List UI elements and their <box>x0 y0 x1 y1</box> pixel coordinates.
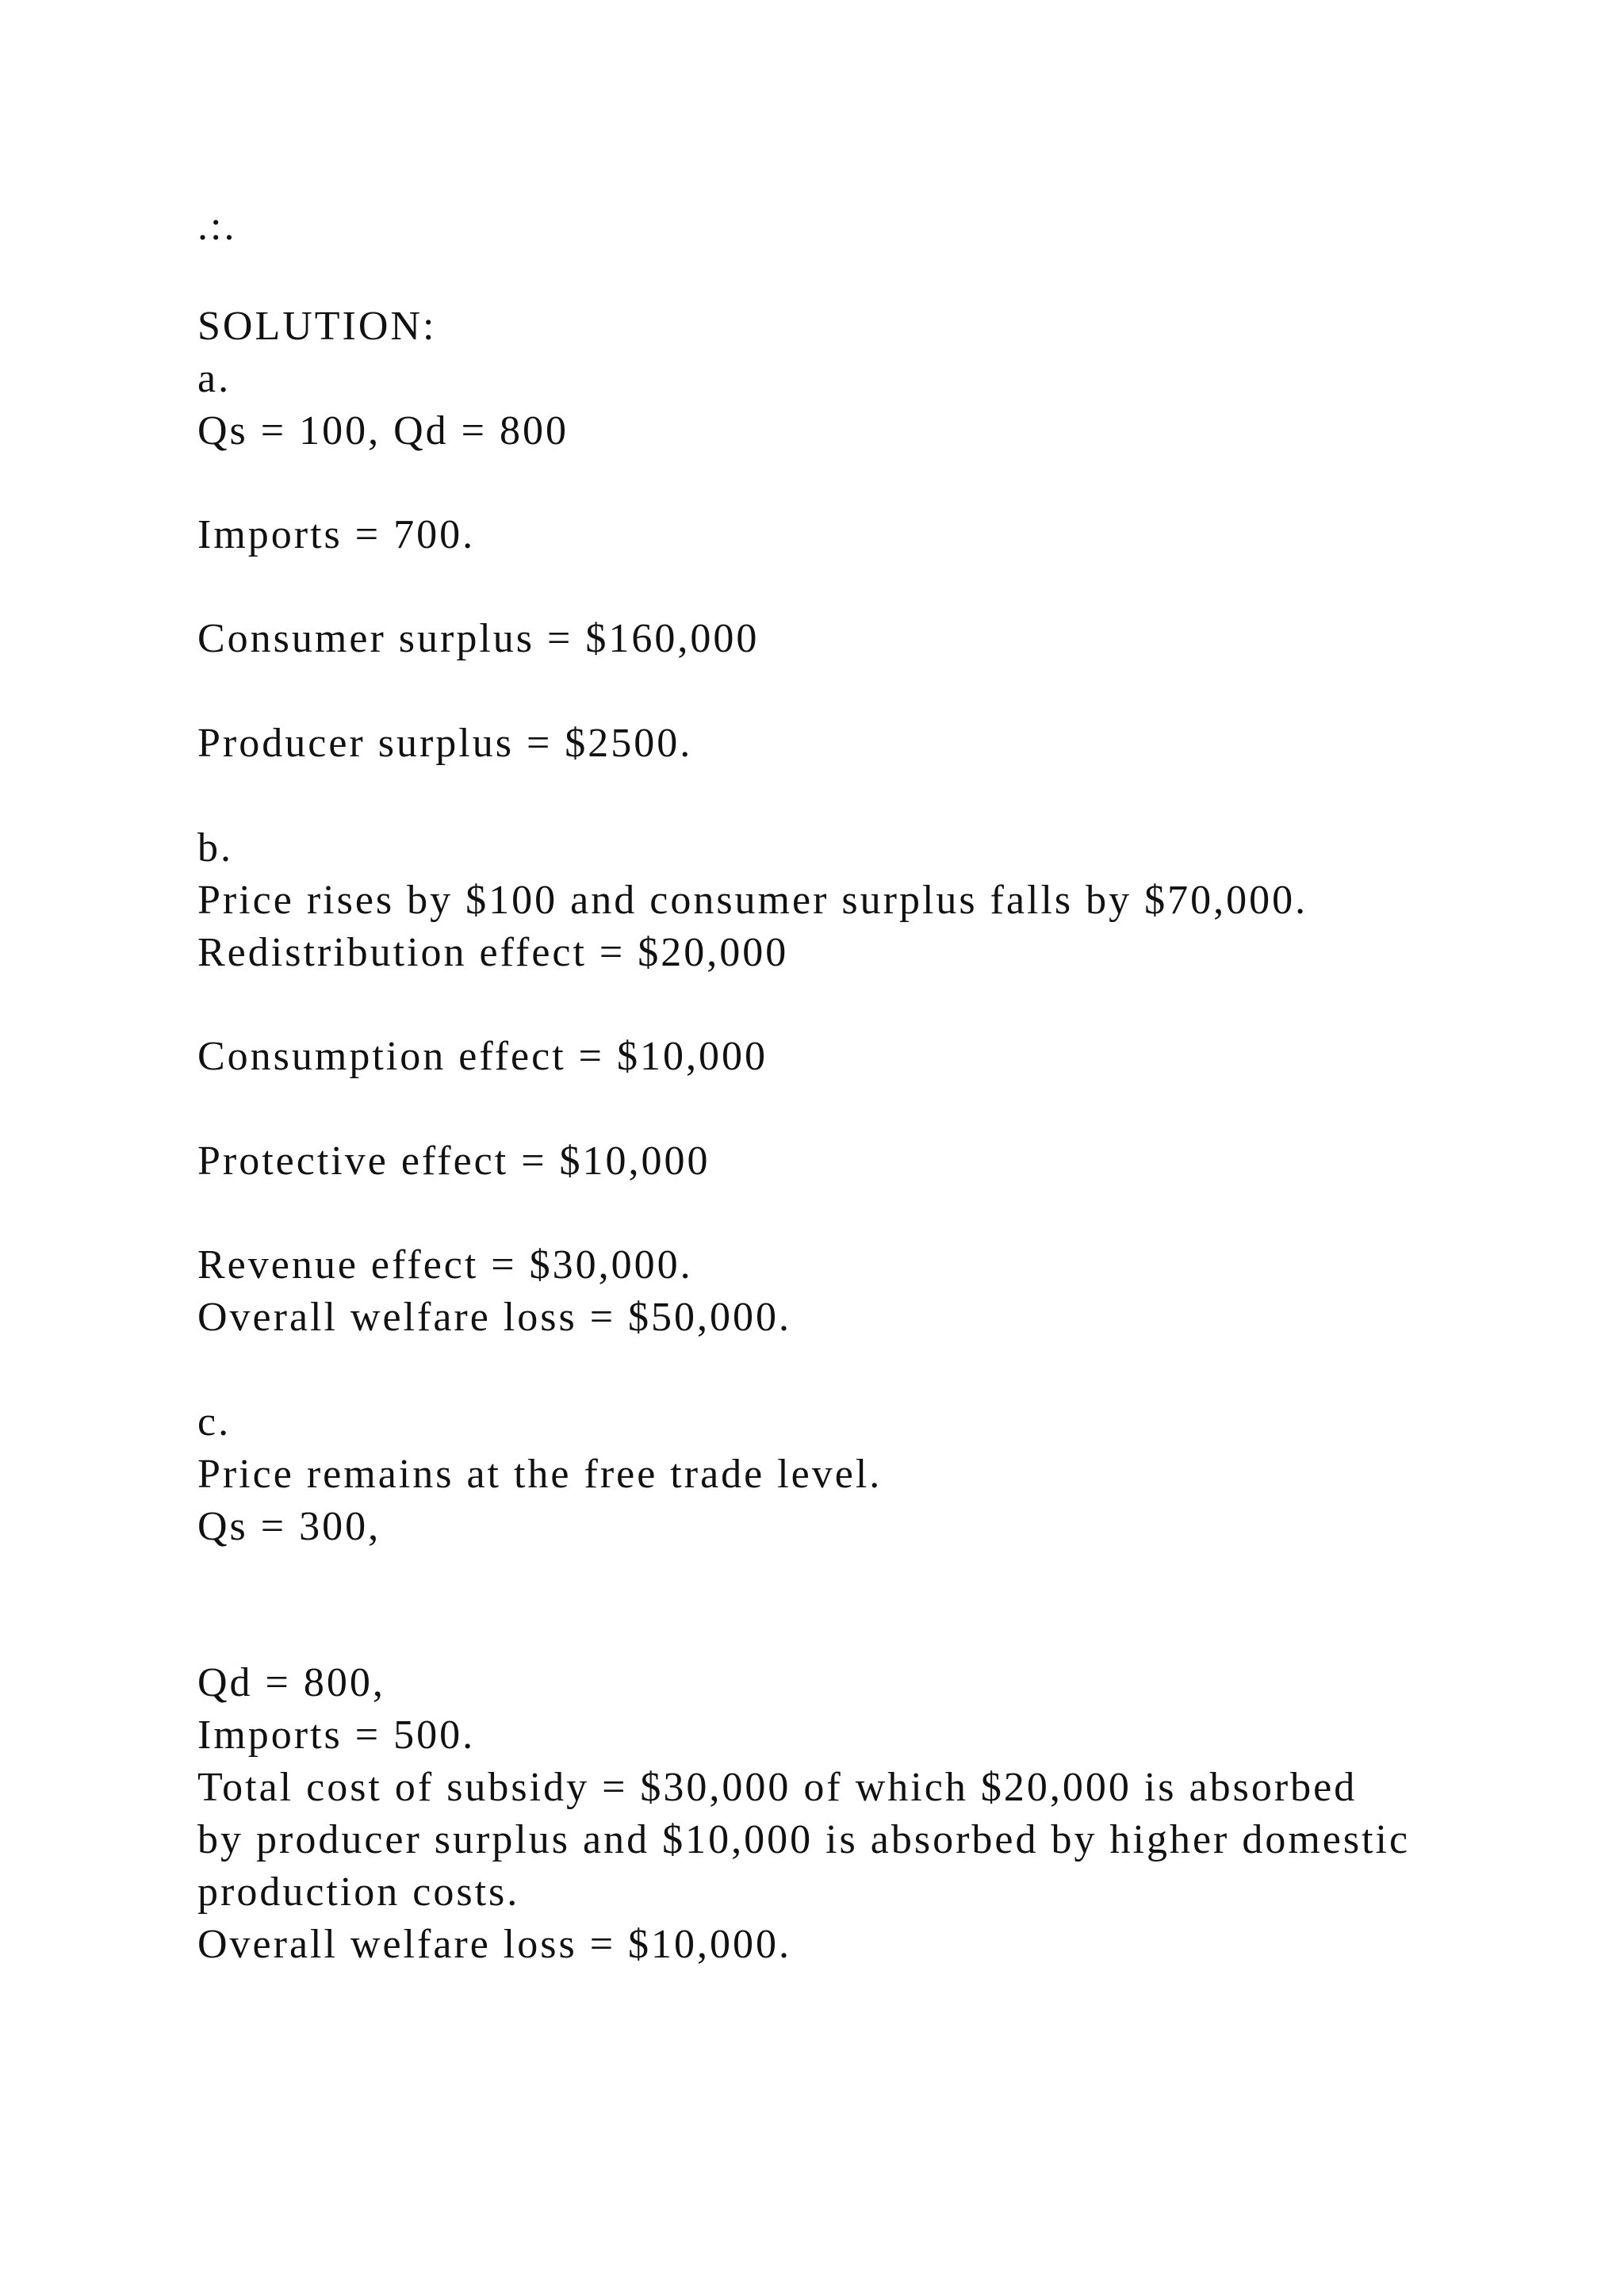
part-b-revenue-effect: Revenue effect = $30,000. <box>197 1242 693 1288</box>
part-c-qs: Qs = 300, <box>197 1504 381 1549</box>
part-b-label: b. <box>197 825 233 871</box>
part-a-label: a. <box>197 356 232 401</box>
part-b-redistribution-effect: Redistribution effect = $20,000 <box>197 930 789 975</box>
part-c-subsidy-line-2: by producer surplus and $10,000 is absorbed by higher domestic <box>197 1817 1411 1862</box>
part-c-welfare-loss: Overall welfare loss = $10,000. <box>197 1922 792 1967</box>
part-c-price: Price remains at the free trade level. <box>197 1452 883 1497</box>
part-c-subsidy-line-3: production costs. <box>197 1869 520 1915</box>
solution-heading: SOLUTION: <box>197 304 437 349</box>
part-b-consumption-effect: Consumption effect = $10,000 <box>197 1034 768 1079</box>
part-c-qd: Qd = 800, <box>197 1660 385 1705</box>
part-a-producer-surplus: Producer surplus = $2500. <box>197 721 693 766</box>
part-c-label: c. <box>197 1399 232 1445</box>
part-c-subsidy-line-1: Total cost of subsidy = $30,000 of which $20,000 is absorbed <box>197 1765 1358 1810</box>
part-c-imports: Imports = 500. <box>197 1712 476 1758</box>
ellipsis-marker: .:. <box>197 204 237 249</box>
part-b-welfare-loss: Overall welfare loss = $50,000. <box>197 1295 792 1340</box>
part-a-quantities: Qs = 100, Qd = 800 <box>197 408 569 453</box>
part-b-price-change: Price rises by $100 and consumer surplus falls by $70,000. <box>197 878 1308 923</box>
part-a-consumer-surplus: Consumer surplus = $160,000 <box>197 616 760 661</box>
part-a-imports: Imports = 700. <box>197 512 476 557</box>
part-b-protective-effect: Protective effect = $10,000 <box>197 1138 710 1184</box>
